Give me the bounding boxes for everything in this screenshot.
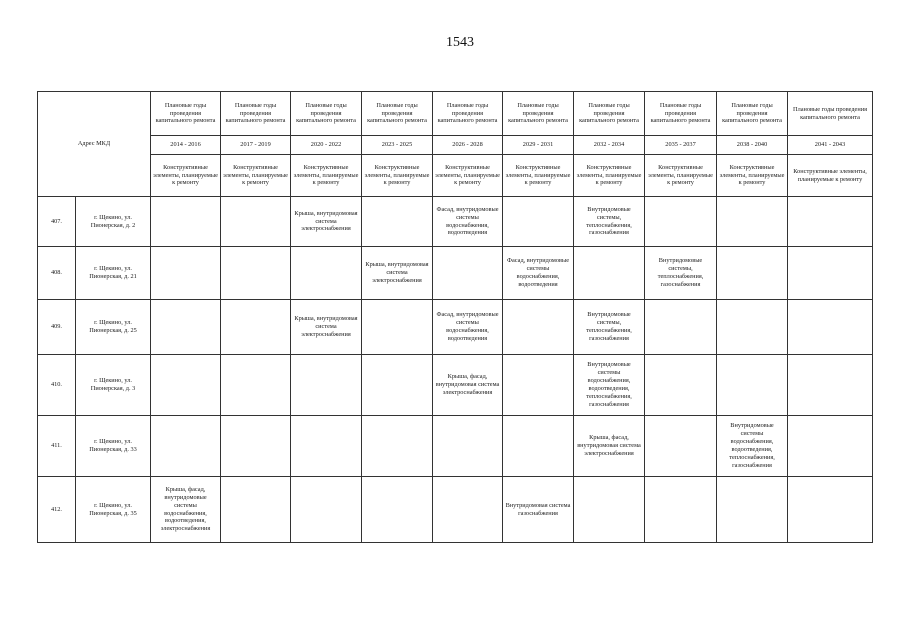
repair-cell <box>221 477 291 543</box>
period-years-header: 2017 - 2019 <box>221 136 291 155</box>
period-label-header: Плановые годы проведения капитального ремонта <box>788 92 873 136</box>
repair-cell <box>221 197 291 247</box>
repair-cell: Внутридомовые системы водоснабжения, водоотведения, теплоснабжения, газоснабжения <box>574 355 645 416</box>
repair-cell <box>788 300 873 355</box>
period-years-header: 2029 - 2031 <box>503 136 574 155</box>
repair-cell: Внутридомовая система газоснабжения <box>503 477 574 543</box>
repair-cell: Крыша, внутридомовая система электроснабжения <box>291 197 362 247</box>
repair-cell <box>503 197 574 247</box>
repair-cell <box>221 247 291 300</box>
row-number: 410. <box>38 355 76 416</box>
repair-cell <box>645 300 717 355</box>
period-label-header: Плановые годы проведения капитального ремонта <box>574 92 645 136</box>
period-label-header: Плановые годы проведения капитального ремонта <box>645 92 717 136</box>
table-row <box>38 416 873 477</box>
repair-cell <box>717 477 788 543</box>
repair-cell <box>717 300 788 355</box>
repair-cell <box>433 416 503 477</box>
header-row-years <box>38 136 873 155</box>
table-row <box>38 247 873 300</box>
repair-cell <box>645 416 717 477</box>
repair-cell <box>788 416 873 477</box>
elements-header: Конструктивные элементы, планируемые к ремонту <box>574 155 645 197</box>
period-years-header: 2014 - 2016 <box>151 136 221 155</box>
period-years-header: 2041 - 2043 <box>788 136 873 155</box>
repair-cell <box>221 416 291 477</box>
repair-cell <box>574 247 645 300</box>
period-label-header: Плановые годы проведения капитального ремонта <box>433 92 503 136</box>
repair-cell <box>717 247 788 300</box>
repair-cell <box>717 197 788 247</box>
repair-cell <box>362 477 433 543</box>
table-row <box>38 477 873 543</box>
elements-header: Конструктивные элементы, планируемые к ремонту <box>717 155 788 197</box>
address-column-header: Адрес МКД <box>38 92 151 197</box>
repair-cell <box>788 247 873 300</box>
period-years-header: 2038 - 2040 <box>717 136 788 155</box>
repair-cell: Внутридомовые системы, теплоснабжения, газоснабжения <box>574 197 645 247</box>
period-years-header: 2032 - 2034 <box>574 136 645 155</box>
repair-cell <box>362 300 433 355</box>
building-address: г. Щекино, ул. Пионерская, д. 35 <box>76 477 151 543</box>
elements-header: Конструктивные элементы, планируемые к ремонту <box>645 155 717 197</box>
period-label-header: Плановые годы проведения капитального ремонта <box>717 92 788 136</box>
repair-cell <box>574 477 645 543</box>
period-label-header: Плановые годы проведения капитального ремонта <box>151 92 221 136</box>
repair-cell <box>291 477 362 543</box>
repair-cell <box>503 416 574 477</box>
elements-header: Конструктивные элементы, планируемые к ремонту <box>503 155 574 197</box>
table-row <box>38 355 873 416</box>
repair-cell: Фасад, внутридомовые системы водоснабжения, водоотведения <box>503 247 574 300</box>
elements-header: Конструктивные элементы, планируемые к ремонту <box>221 155 291 197</box>
repair-cell <box>221 355 291 416</box>
repair-cell <box>291 355 362 416</box>
repair-cell <box>645 355 717 416</box>
period-years-header: 2026 - 2028 <box>433 136 503 155</box>
repair-cell <box>291 416 362 477</box>
repair-cell <box>151 300 221 355</box>
repair-cell <box>503 300 574 355</box>
repair-cell: Крыша, внутридомовая система электроснабжения <box>362 247 433 300</box>
building-address: г. Щекино, ул. Пионерская, д. 33 <box>76 416 151 477</box>
repair-cell <box>291 247 362 300</box>
repair-cell <box>717 355 788 416</box>
repair-cell: Крыша, фасад, внутридомовая система электроснабжения <box>574 416 645 477</box>
repair-cell <box>645 197 717 247</box>
row-number: 409. <box>38 300 76 355</box>
period-label-header: Плановые годы проведения капитального ремонта <box>221 92 291 136</box>
page-number: 1543 <box>446 35 474 50</box>
repair-cell: Крыша, фасад, внутридомовые системы водоснабжения, водоотведения, электроснабжения <box>151 477 221 543</box>
row-number: 408. <box>38 247 76 300</box>
row-number: 412. <box>38 477 76 543</box>
building-address: г. Щекино, ул. Пионерская, д. 21 <box>76 247 151 300</box>
repair-cell <box>362 197 433 247</box>
header-row-period-labels <box>38 92 873 136</box>
repair-cell <box>788 197 873 247</box>
repair-cell <box>788 477 873 543</box>
period-years-header: 2023 - 2025 <box>362 136 433 155</box>
repair-cell <box>645 477 717 543</box>
repair-cell <box>221 300 291 355</box>
repair-cell <box>151 416 221 477</box>
repair-cell <box>503 355 574 416</box>
elements-header: Конструктивные элементы, планируемые к ремонту <box>433 155 503 197</box>
period-label-header: Плановые годы проведения капитального ремонта <box>503 92 574 136</box>
repair-cell: Крыша, фасад, внутридомовая система электроснабжения <box>433 355 503 416</box>
repair-cell <box>151 355 221 416</box>
repair-cell <box>362 416 433 477</box>
repair-cell: Фасад, внутридомовые системы водоснабжения, водоотведения <box>433 197 503 247</box>
header-row-elements <box>38 155 873 197</box>
table-row <box>38 300 873 355</box>
repair-cell: Внутридомовые системы, теплоснабжения, газоснабжения <box>645 247 717 300</box>
table-row <box>38 197 873 247</box>
repair-cell <box>433 477 503 543</box>
repair-cell <box>151 247 221 300</box>
repair-cell: Внутридомовые системы водоснабжения, водоотведения, теплоснабжения, газоснабжения <box>717 416 788 477</box>
repair-cell: Фасад, внутридомовые системы водоснабжения, водоотведения <box>433 300 503 355</box>
repair-cell <box>433 247 503 300</box>
repair-cell: Крыша, внутридомовая система электроснабжения <box>291 300 362 355</box>
repair-cell <box>788 355 873 416</box>
period-label-header: Плановые годы проведения капитального ремонта <box>362 92 433 136</box>
building-address: г. Щекино, ул. Пионерская, д. 25 <box>76 300 151 355</box>
capital-repair-table <box>37 91 873 543</box>
elements-header: Конструктивные элементы, планируемые к ремонту <box>788 155 873 197</box>
building-address: г. Щекино, ул. Пионерская, д. 3 <box>76 355 151 416</box>
repair-cell: Внутридомовые системы, теплоснабжения, газоснабжения <box>574 300 645 355</box>
period-label-header: Плановые годы проведения капитального ремонта <box>291 92 362 136</box>
repair-cell <box>151 197 221 247</box>
elements-header: Конструктивные элементы, планируемые к ремонту <box>151 155 221 197</box>
period-years-header: 2035 - 2037 <box>645 136 717 155</box>
elements-header: Конструктивные элементы, планируемые к ремонту <box>291 155 362 197</box>
elements-header: Конструктивные элементы, планируемые к ремонту <box>362 155 433 197</box>
row-number: 407. <box>38 197 76 247</box>
repair-cell <box>362 355 433 416</box>
row-number: 411. <box>38 416 76 477</box>
period-years-header: 2020 - 2022 <box>291 136 362 155</box>
building-address: г. Щекино, ул. Пионерская, д. 2 <box>76 197 151 247</box>
